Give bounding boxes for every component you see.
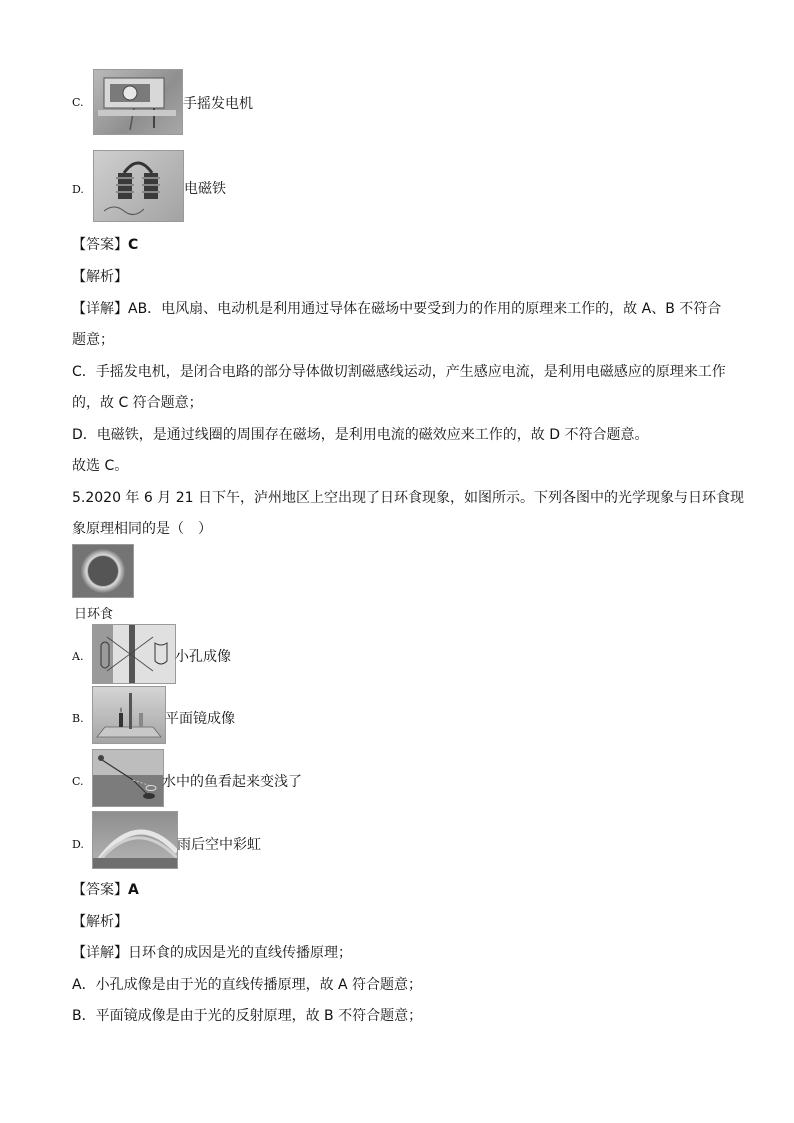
option-caption-d: 雨后空中彩虹	[177, 837, 261, 853]
option-letter-c: C.	[72, 96, 84, 109]
mirror-figure	[93, 687, 165, 743]
detail-line: B．平面镜成像是由于光的反射原理，故 B 不符合题意；	[72, 1008, 423, 1024]
pinhole-image	[92, 624, 176, 684]
answer-tag: 【答案】	[72, 882, 128, 898]
question-stem-line: 象原理相同的是（ ）	[72, 521, 212, 537]
annular-eclipse-image	[72, 544, 134, 598]
analysis-tag-q4: 【解析】	[72, 269, 128, 285]
answer-value: A	[128, 882, 139, 898]
rainbow-image	[92, 811, 178, 869]
option-letter-d: D.	[72, 183, 84, 196]
answer-value: C	[128, 237, 139, 253]
mirror-image	[92, 686, 166, 744]
option-caption-c: 手摇发电机	[183, 96, 253, 112]
answer-row-q4	[72, 234, 138, 254]
fish-image	[92, 749, 164, 807]
answer-tag: 【答案】	[72, 237, 128, 253]
option-letter-d: D.	[72, 838, 84, 851]
electromagnet-image	[93, 150, 184, 222]
option-caption-b: 平面镜成像	[165, 711, 235, 727]
detail-line: 【详解】AB．电风扇、电动机是利用通过导体在磁场中要受到力的作用的原理来工作的，故 A、B 不符合	[72, 301, 722, 317]
figure-caption: 日环食	[74, 607, 114, 622]
analysis-tag-q5: 【解析】	[72, 914, 128, 930]
rainbow-figure	[93, 812, 177, 868]
option-letter-b: B.	[72, 712, 84, 725]
option-caption-a: 小孔成像	[175, 649, 231, 665]
option-caption-c: 水中的鱼看起来变浅了	[162, 774, 302, 790]
option-letter-c: C.	[72, 775, 84, 788]
detail-line: 的，故 C 符合题意；	[72, 395, 203, 411]
fish-figure	[93, 750, 163, 806]
detail-line: 【详解】日环食的成因是光的直线传播原理；	[72, 945, 352, 961]
electromagnet-figure	[94, 151, 183, 221]
hand-generator-image	[93, 69, 183, 135]
option-caption-d: 电磁铁	[184, 181, 226, 197]
hand-generator-figure	[94, 70, 182, 134]
option-letter-a: A.	[72, 650, 84, 663]
detail-line: 题意；	[72, 332, 114, 348]
detail-line: 故选 C。	[72, 458, 129, 474]
question-stem-line: 5.2020 年 6 月 21 日下午，泸州地区上空出现了日环食现象，如图所示。下列各图中的光学现象与日环食现	[72, 490, 744, 506]
detail-line: C．手摇发电机，是闭合电路的部分导体做切割磁感线运动，产生感应电流，是利用电磁感应的原理来工作	[72, 364, 726, 380]
pinhole-figure	[93, 625, 175, 683]
answer-row-q5	[72, 879, 139, 899]
detail-line: D．电磁铁，是通过线圈的周围存在磁场，是利用电流的磁效应来工作的，故 D 不符合题意。	[72, 427, 649, 443]
detail-line: A．小孔成像是由于光的直线传播原理，故 A 符合题意；	[72, 977, 423, 993]
annular-eclipse-figure	[73, 545, 133, 597]
